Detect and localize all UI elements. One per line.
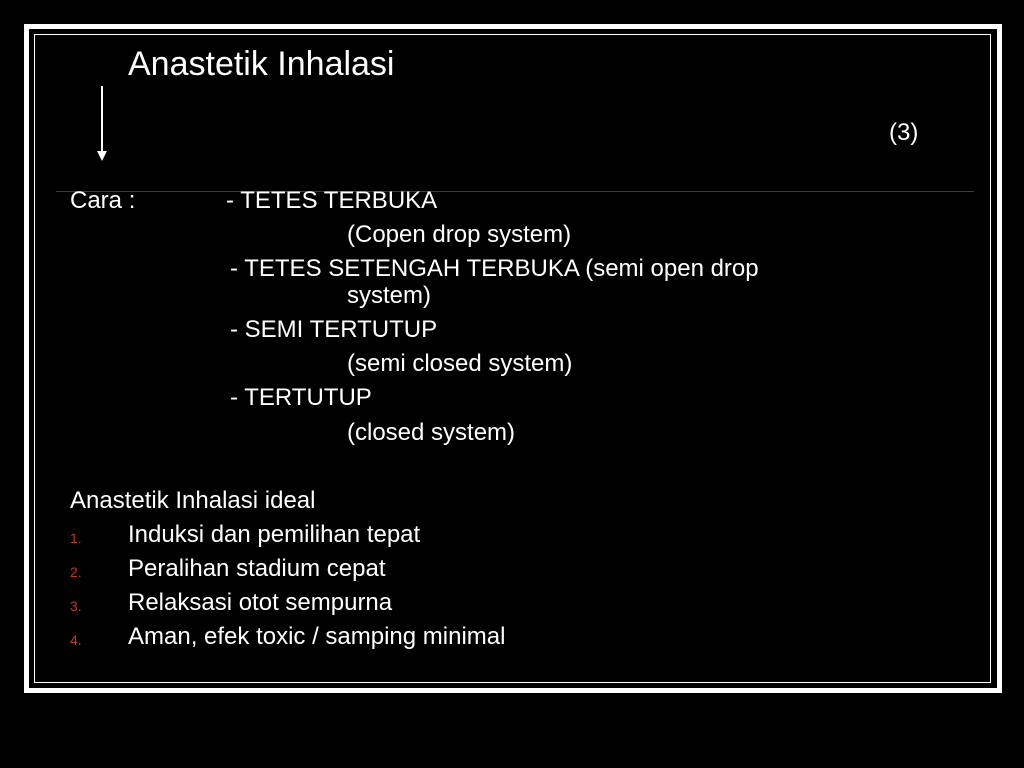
list-item-text: Aman, efek toxic / samping minimal	[128, 623, 506, 650]
list-item-text: Relaksasi otot sempurna	[128, 589, 393, 616]
page-number: (3)	[889, 119, 919, 146]
method-item-name: - TETES TERBUKA	[226, 187, 438, 214]
method-item-name: - SEMI TERTUTUP	[230, 316, 438, 343]
slide-title: Anastetik Inhalasi	[128, 45, 395, 83]
list-item-text: Peralihan stadium cepat	[128, 555, 386, 582]
list-item-text: Induksi dan pemilihan tepat	[128, 521, 421, 548]
list-item-number: 3.	[70, 598, 82, 614]
methods-label: Cara :	[70, 187, 136, 214]
divider-line	[56, 191, 974, 192]
method-item-detail: (closed system)	[347, 419, 516, 446]
ideal-heading: Anastetik Inhalasi ideal	[70, 487, 316, 514]
method-item-name: - TETES SETENGAH TERBUKA (semi open drop	[230, 255, 759, 282]
method-item-detail: system)	[347, 282, 431, 309]
list-item-number: 4.	[70, 632, 82, 648]
list-item-number: 2.	[70, 564, 82, 580]
method-item-name: - TERTUTUP	[230, 384, 372, 411]
method-item-detail: (Copen drop system)	[347, 221, 572, 248]
method-item-detail: (semi closed system)	[347, 350, 573, 377]
list-item-number: 1.	[70, 530, 82, 546]
